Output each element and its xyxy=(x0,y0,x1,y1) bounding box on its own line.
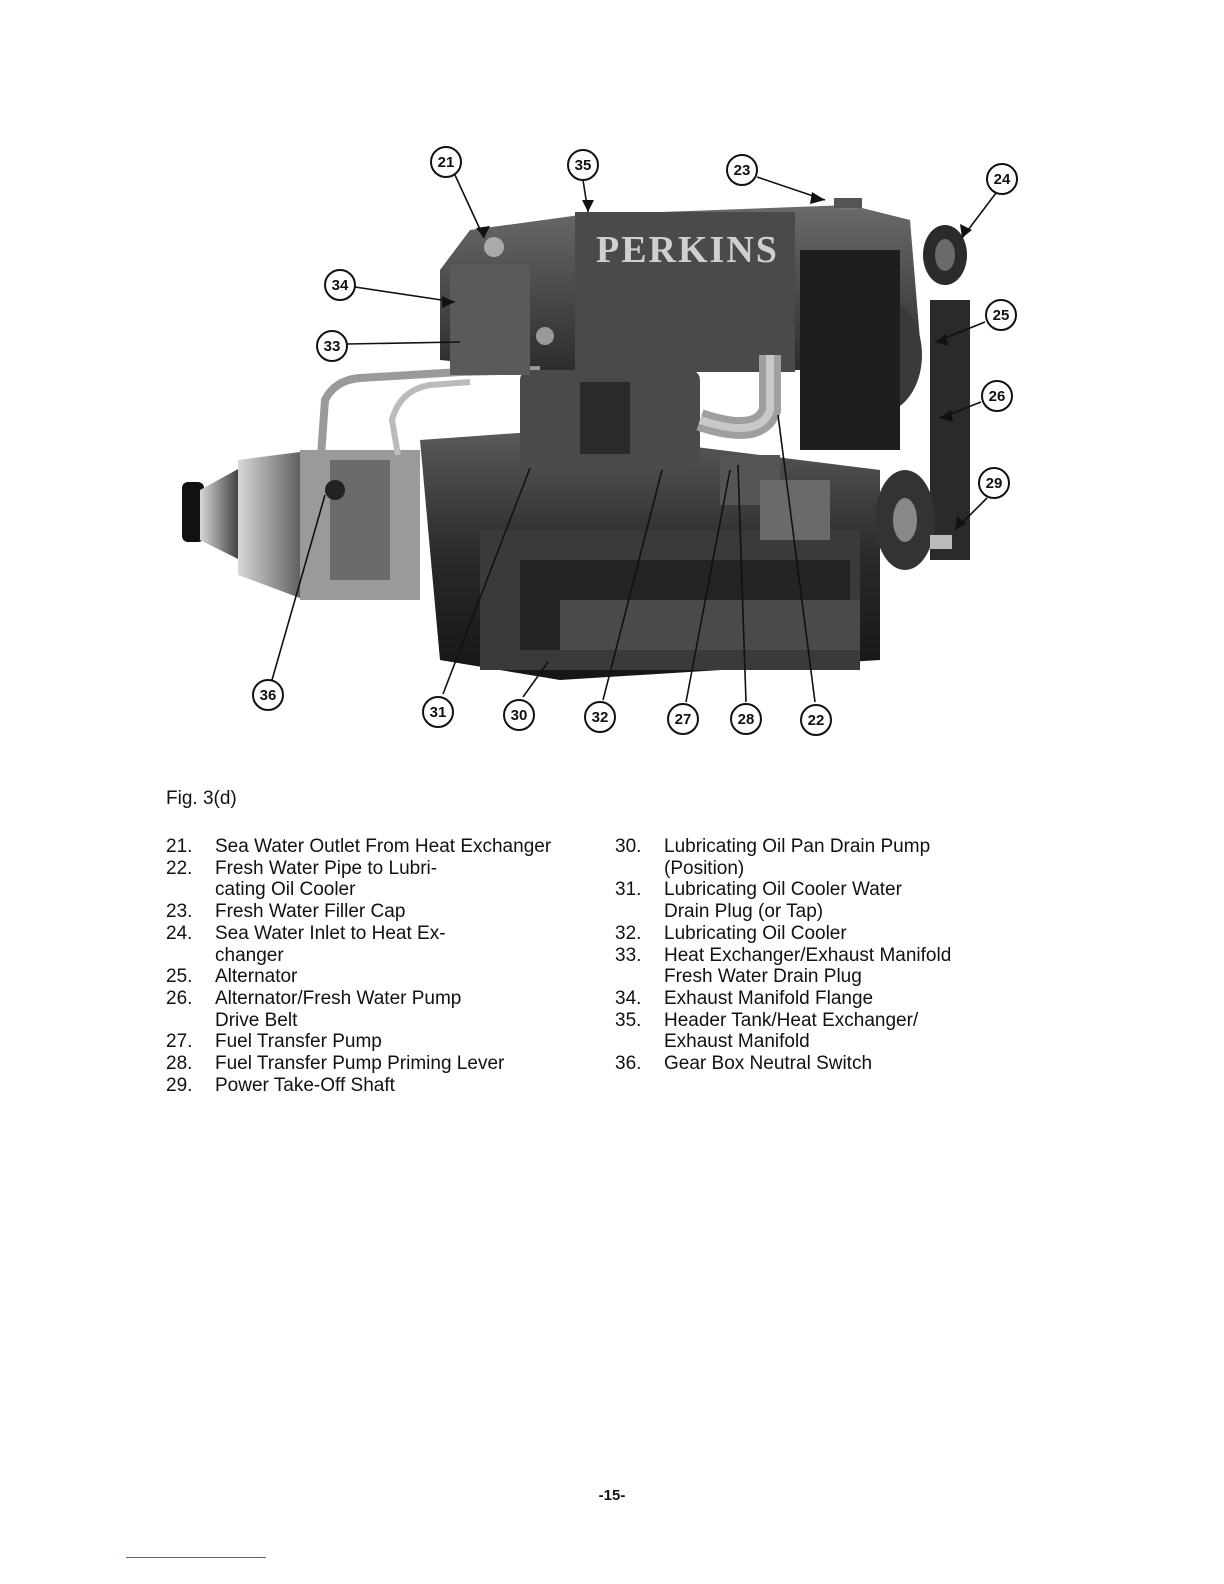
engine-figure xyxy=(0,0,1224,780)
legend-left-column xyxy=(166,836,606,1096)
callout-label-23: 23 xyxy=(733,162,751,179)
legend-item-number: 29. xyxy=(166,1074,193,1096)
callout-label-22: 22 xyxy=(807,712,825,729)
legend-item-number: 31. xyxy=(615,879,642,901)
callout-label-34: 34 xyxy=(331,277,349,294)
legend-item xyxy=(166,836,606,858)
legend-item-number: 30. xyxy=(615,836,642,857)
legend-item xyxy=(166,1053,606,1075)
callout-label-29: 29 xyxy=(985,475,1003,492)
callout-label-28: 28 xyxy=(737,711,755,728)
legend-item-text: Lubricating Oil Cooler Water xyxy=(664,879,902,901)
legend-right-column xyxy=(615,836,1015,1075)
legend-item-text: cating Oil Cooler xyxy=(215,879,356,901)
callout-label-26: 26 xyxy=(988,388,1006,405)
legend-item xyxy=(166,901,606,923)
legend-item-text: Gear Box Neutral Switch xyxy=(664,1053,873,1075)
legend-item xyxy=(166,988,606,1031)
legend-item-text: changer xyxy=(215,944,284,966)
legend-item-number: 34. xyxy=(615,987,642,1009)
legend-item-text: Exhaust Manifold xyxy=(664,1031,810,1053)
callout-label-25: 25 xyxy=(992,307,1010,324)
legend-item-text: Drive Belt xyxy=(215,1009,298,1031)
callout-label-27: 27 xyxy=(674,711,692,728)
legend-item-number: 27. xyxy=(166,1031,193,1053)
legend-item-number: 32. xyxy=(615,922,642,944)
footer-rule xyxy=(126,1557,266,1558)
legend-item-number: 21. xyxy=(166,836,193,857)
legend-item-text: Fresh Water Pipe to Lubri- xyxy=(215,857,438,879)
legend-item xyxy=(615,879,1015,922)
legend-item-number: 25. xyxy=(166,966,193,988)
legend-item-number: 26. xyxy=(166,987,193,1009)
legend-item-number: 23. xyxy=(166,901,193,923)
legend-item xyxy=(615,1010,1015,1053)
engine-illustration xyxy=(182,198,970,680)
legend-item xyxy=(166,966,606,988)
legend-item-text: Alternator/Fresh Water Pump xyxy=(215,987,462,1009)
callout-label-24: 24 xyxy=(993,171,1011,188)
legend-item-number: 22. xyxy=(166,857,193,879)
legend-item xyxy=(166,923,606,966)
legend-item xyxy=(166,1075,606,1097)
legend-item-text: (Position) xyxy=(664,857,745,879)
legend-item xyxy=(166,1031,606,1053)
legend-item-text: Sea Water Inlet to Heat Ex- xyxy=(215,922,446,944)
callout-label-33: 33 xyxy=(323,338,341,355)
legend-item-text: Drain Plug (or Tap) xyxy=(664,901,824,923)
callout-label-35: 35 xyxy=(574,157,592,174)
legend-item-text: Lubricating Oil Pan Drain Pump xyxy=(664,836,931,857)
legend-item-text: Sea Water Outlet From Heat Exchanger xyxy=(215,836,552,857)
legend-item-number: 28. xyxy=(166,1053,193,1075)
brand-text: PERKINS xyxy=(596,229,779,271)
callout-label-21: 21 xyxy=(437,154,455,171)
legend-item xyxy=(615,945,1015,988)
legend-item-text: Fuel Transfer Pump xyxy=(215,1031,382,1053)
legend-item-number: 36. xyxy=(615,1053,642,1075)
legend-item-number: 24. xyxy=(166,922,193,944)
legend-item-text: Fresh Water Drain Plug xyxy=(664,966,862,988)
legend-item xyxy=(615,1053,1015,1075)
legend-item xyxy=(166,858,606,901)
legend-item-text: Fuel Transfer Pump Priming Lever xyxy=(215,1053,505,1075)
legend-item-text: Alternator xyxy=(215,966,298,988)
legend-item xyxy=(615,923,1015,945)
callout-label-32: 32 xyxy=(591,709,609,726)
legend-item-text: Fresh Water Filler Cap xyxy=(215,901,406,923)
legend-item-number: 35. xyxy=(615,1009,642,1031)
legend-item-text: Lubricating Oil Cooler xyxy=(664,922,847,944)
page-number: -15- xyxy=(598,1487,626,1504)
legend-item-text: Header Tank/Heat Exchanger/ xyxy=(664,1009,919,1031)
figure-caption: Fig. 3(d) xyxy=(166,788,237,809)
legend-item xyxy=(615,988,1015,1010)
legend-item-text: Exhaust Manifold Flange xyxy=(664,987,874,1009)
legend-item-number: 33. xyxy=(615,944,642,966)
legend-item xyxy=(615,836,1015,879)
callout-label-30: 30 xyxy=(510,707,528,724)
legend-item-text: Power Take-Off Shaft xyxy=(215,1074,395,1096)
callout-label-31: 31 xyxy=(429,704,447,721)
callout-label-36: 36 xyxy=(259,687,277,704)
legend-item-text: Heat Exchanger/Exhaust Manifold xyxy=(664,944,952,966)
